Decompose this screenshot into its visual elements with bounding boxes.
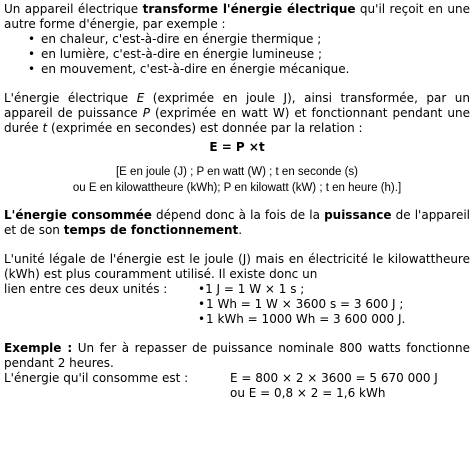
bullet-icon: •	[198, 282, 206, 296]
bullet-icon: •	[28, 62, 36, 76]
para-text: (exprimée en watt W) et fonctionnant pendant une durée	[4, 106, 470, 135]
intro-bold: transforme l'énergie électrique	[142, 2, 356, 16]
example-label: Exemple :	[4, 341, 73, 355]
relation-3	[4, 312, 470, 327]
para-text: dépend donc à la fois de la	[151, 208, 325, 222]
unit-relations	[4, 282, 470, 297]
bold-term: temps de fonctionnement	[63, 223, 239, 237]
bold-term: L'énergie consommée	[4, 208, 152, 222]
para-text: .	[238, 223, 243, 237]
intro-paragraph	[4, 2, 470, 32]
list-item-text: en mouvement, c'est-à-dire en énergie mécanique.	[41, 62, 350, 76]
energy-definition-paragraph	[4, 91, 470, 136]
list-item-text: en lumière, c'est-à-dire en énergie lumineuse ;	[41, 47, 322, 61]
calc-kwh: ou E = 0,8 × 2 = 1,6 kWh	[230, 386, 386, 400]
bullet-icon: •	[198, 297, 206, 311]
intro-text-end: qu'il reçoit en une autre forme d'énergie, par exemple :	[4, 2, 470, 31]
bullet-list	[4, 32, 470, 77]
consume-label: L'énergie qu'il consomme est :	[4, 371, 189, 385]
units-note	[4, 164, 470, 196]
relation-text: 1 J = 1 W × 1 s ;	[205, 282, 305, 296]
para-text: L'énergie électrique	[4, 91, 137, 105]
consumption-paragraph	[4, 208, 470, 238]
relation-2	[4, 297, 470, 312]
bold-term: puissance	[324, 208, 392, 222]
bullet-icon: •	[28, 32, 36, 46]
relation-text: 1 Wh = 1 W × 3600 s = 3 600 J ;	[206, 297, 404, 311]
list-item	[4, 47, 470, 62]
energy-formula: E = P ×t	[209, 140, 265, 154]
document	[4, 2, 470, 401]
var-E: E	[136, 91, 145, 105]
bullet-icon: •	[28, 47, 36, 61]
units-paragraph: L'unité légale de l'énergie est le joule (J) mais en électricité le kilowattheure (kWh) est plus couramment utilisé. Il existe donc un	[4, 252, 470, 281]
units-line-2: ou E en kilowattheure (kWh); P en kilowatt (kW) ; t en heure (h).]	[72, 182, 402, 194]
example-text: Un fer à repasser de puissance nominale 800 watts fonctionne pendant 2 heures.	[4, 341, 470, 370]
relations-label: lien entre ces deux unités :	[4, 282, 168, 296]
example-calc-row-1	[4, 371, 470, 386]
relation-1	[198, 282, 304, 297]
example-paragraph	[4, 341, 470, 371]
list-item	[4, 62, 470, 77]
var-P: P	[142, 106, 150, 120]
para-text: de l'appareil et de son	[4, 208, 471, 237]
para-text: (exprimée en secondes) est donnée par la relation :	[47, 121, 363, 135]
bullet-icon: •	[198, 312, 206, 326]
calc-joules: E = 800 × 2 × 3600 = 5 670 000 J	[230, 371, 438, 385]
intro-text: Un appareil électrique	[4, 2, 143, 16]
relation-text: 1 kWh = 1000 Wh = 3 600 000 J.	[206, 312, 406, 326]
para-text: (exprimée en joule J), ainsi transformée, par un appareil de puissance	[4, 91, 470, 120]
list-item-text: en chaleur, c'est-à-dire en énergie thermique ;	[41, 32, 322, 46]
example-calc-row-2	[4, 386, 470, 401]
list-item	[4, 32, 470, 47]
var-t: t	[42, 121, 48, 135]
units-line-1: [E en joule (J) ; P en watt (W) ; t en seconde (s)	[115, 166, 359, 178]
